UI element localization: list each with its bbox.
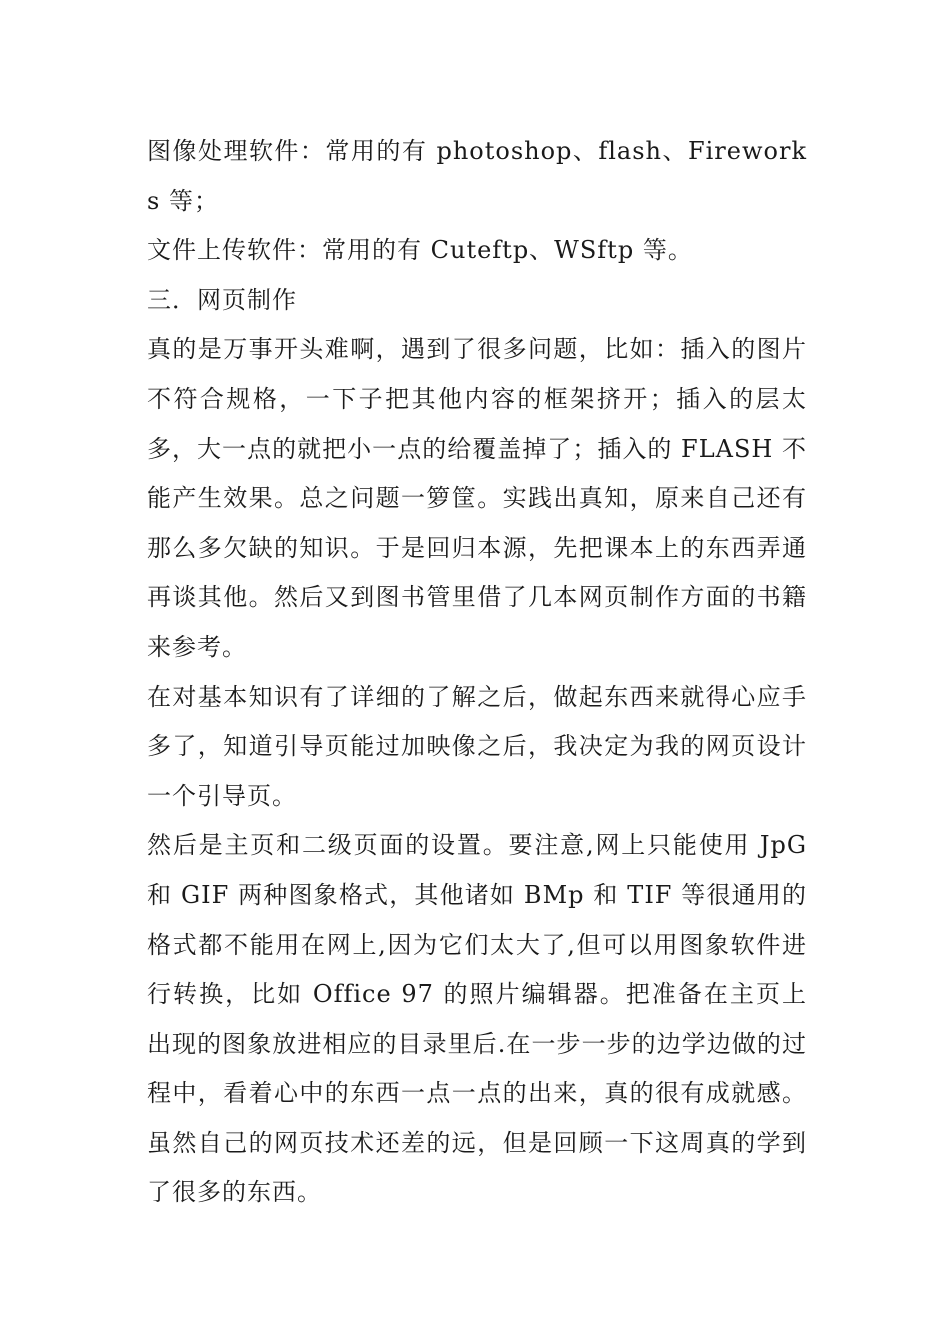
paragraph-image-software: 图像处理软件：常用的有 photoshop、flash、Fireworks 等； bbox=[147, 137, 807, 215]
paragraph-guide-page: 在对基本知识有了详细的了解之后，做起东西来就得心应手多了，知道引导页能过加映像之后，我决定为我的网页设计一个引导页。 bbox=[147, 682, 807, 810]
paragraph-upload-software: 文件上传软件：常用的有 Cuteftp、WSftp 等。 bbox=[147, 236, 693, 265]
paragraph-homepage-setup: 然后是主页和二级页面的设置。要注意,网上只能使用 JpG 和 GIF 两种图象格式，其他诸如 BMp 和 TIF 等很通用的格式都不能用在网上,因为它们太大了,但可以用图象软件进行转换，比如 Office 97 的照片编辑器。把准备在主页上出现的图象放进相应的目录里后.在一步一步的边学边做的过程中，看着心中的东西一点一点的出来，真的很有成就感。虽然自己的网页技术还差的远，但是回顾一下这周真的学到了很多的东西。 bbox=[147, 831, 807, 1207]
paragraph-problems: 真的是万事开头难啊，遇到了很多问题，比如：插入的图片不符合规格，一下子把其他内容的框架挤开；插入的层太多，大一点的就把小一点的给覆盖掉了；插入的 FLASH 不能产生效果。总之问题一箩筐。实践出真知，原来自己还有那么多欠缺的知识。于是回归本源，先把课本上的东西弄通再谈其他。然后又到图书管里借了几本网页制作方面的书籍来参考。 bbox=[147, 335, 807, 661]
document-body bbox=[147, 127, 807, 1218]
section-heading: 三．网页制作 bbox=[147, 285, 297, 314]
